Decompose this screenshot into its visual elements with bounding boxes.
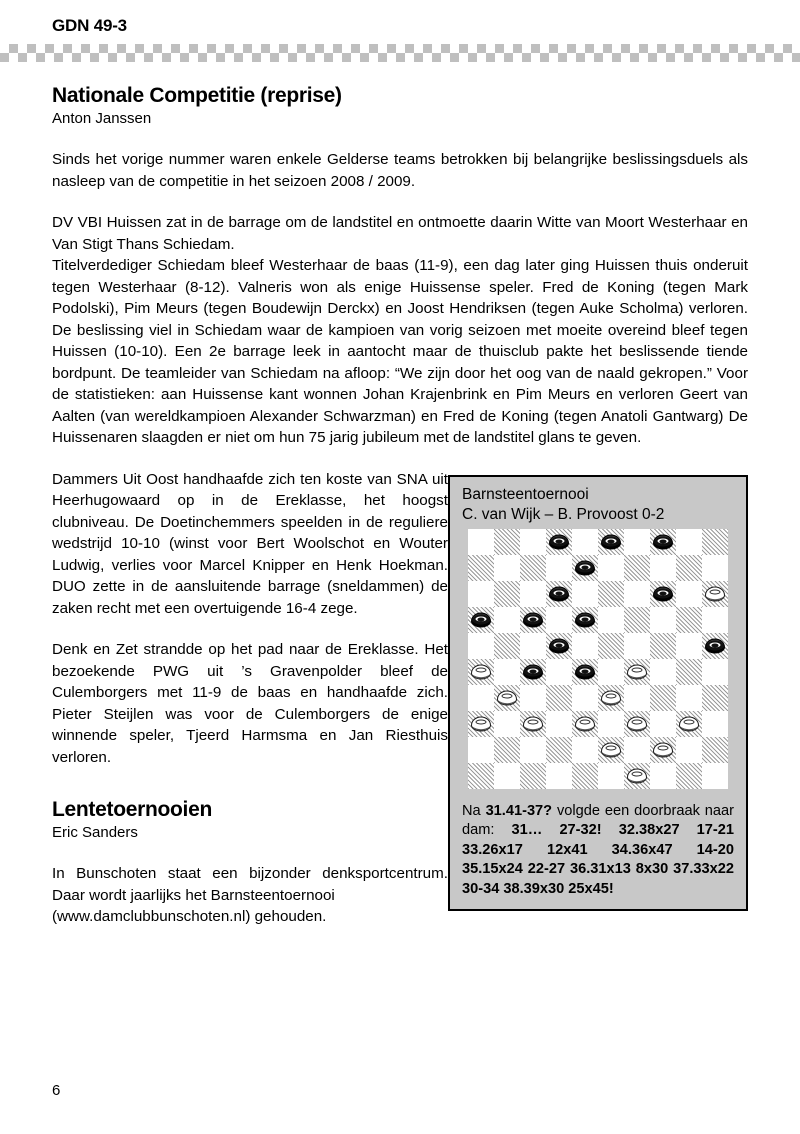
board-square bbox=[676, 607, 702, 633]
board-square bbox=[468, 633, 494, 659]
board-square bbox=[676, 555, 702, 581]
board-square bbox=[468, 659, 494, 685]
board-square bbox=[494, 633, 520, 659]
board-square bbox=[546, 529, 572, 555]
board-square bbox=[598, 711, 624, 737]
board-square bbox=[650, 633, 676, 659]
white-piece bbox=[601, 742, 621, 757]
board-square bbox=[676, 659, 702, 685]
board-square bbox=[702, 529, 728, 555]
publication-title: GDN 49-3 bbox=[52, 16, 127, 35]
board-square bbox=[702, 607, 728, 633]
board-square bbox=[520, 737, 546, 763]
board-square bbox=[494, 659, 520, 685]
white-piece bbox=[653, 742, 673, 757]
board-square bbox=[676, 711, 702, 737]
board-square bbox=[546, 685, 572, 711]
board-square bbox=[650, 711, 676, 737]
black-piece bbox=[653, 534, 673, 549]
black-piece bbox=[549, 586, 569, 601]
board-square bbox=[702, 581, 728, 607]
board-square bbox=[546, 763, 572, 789]
board-square bbox=[598, 659, 624, 685]
board-square bbox=[650, 529, 676, 555]
white-piece bbox=[601, 690, 621, 705]
board-square bbox=[494, 711, 520, 737]
board-square bbox=[468, 737, 494, 763]
board-square bbox=[624, 633, 650, 659]
board-square bbox=[624, 711, 650, 737]
board-square bbox=[598, 685, 624, 711]
board-square bbox=[624, 737, 650, 763]
black-piece bbox=[523, 664, 543, 679]
board-square bbox=[572, 659, 598, 685]
draughts-board bbox=[468, 529, 728, 789]
white-piece bbox=[471, 664, 491, 679]
page-header bbox=[0, 0, 800, 62]
board-square bbox=[702, 711, 728, 737]
board-square bbox=[598, 737, 624, 763]
black-piece bbox=[549, 534, 569, 549]
board-square bbox=[572, 685, 598, 711]
board-square bbox=[520, 607, 546, 633]
board-square bbox=[546, 659, 572, 685]
board-square bbox=[468, 685, 494, 711]
board-square bbox=[520, 633, 546, 659]
article-two-byline: Eric Sanders bbox=[52, 824, 138, 841]
board-square bbox=[598, 529, 624, 555]
black-piece bbox=[705, 638, 725, 653]
page-content bbox=[52, 84, 748, 948]
board-square bbox=[468, 607, 494, 633]
board-square bbox=[520, 711, 546, 737]
white-piece bbox=[627, 664, 647, 679]
white-piece bbox=[705, 586, 725, 601]
board-square bbox=[546, 711, 572, 737]
board-square bbox=[572, 555, 598, 581]
black-piece bbox=[471, 612, 491, 627]
board-square bbox=[650, 581, 676, 607]
white-piece bbox=[679, 716, 699, 731]
white-piece bbox=[523, 716, 543, 731]
board-square bbox=[676, 737, 702, 763]
board-square bbox=[702, 659, 728, 685]
board-square bbox=[520, 555, 546, 581]
board-square bbox=[598, 633, 624, 659]
board-square bbox=[650, 607, 676, 633]
board-square bbox=[650, 555, 676, 581]
board-square bbox=[572, 607, 598, 633]
black-piece bbox=[575, 664, 595, 679]
board-square bbox=[676, 529, 702, 555]
board-square bbox=[494, 763, 520, 789]
checkered-band-icon bbox=[0, 44, 800, 62]
board-square bbox=[624, 763, 650, 789]
board-square bbox=[702, 633, 728, 659]
board-square bbox=[624, 607, 650, 633]
caption-move-text: 31.41-37? bbox=[485, 802, 553, 819]
board-square bbox=[546, 737, 572, 763]
board-square bbox=[676, 763, 702, 789]
white-piece bbox=[575, 716, 595, 731]
diagram-players: C. van Wijk – B. Provoost 0-2 bbox=[462, 505, 665, 523]
board-square bbox=[572, 711, 598, 737]
board-square bbox=[624, 685, 650, 711]
board-square bbox=[702, 763, 728, 789]
article-one-paragraph-4: Denk en Zet strandde op het pad naar de Ereklasse. Het bezoekende PWG uit ’s Gravenpolder bleef de Culemborgers met 11-9 de baas en handhaafde zich. Pieter Steijlen was voor de Culemborgers de enige winnende speler, Tjeerd Harmsma en Jan Riesthuis verloren. bbox=[52, 641, 448, 766]
board-square bbox=[598, 581, 624, 607]
board-square bbox=[520, 659, 546, 685]
board-square bbox=[650, 685, 676, 711]
board-square bbox=[676, 685, 702, 711]
board-square bbox=[494, 607, 520, 633]
board-square bbox=[598, 763, 624, 789]
white-piece bbox=[627, 768, 647, 783]
board-square bbox=[494, 581, 520, 607]
black-piece bbox=[601, 534, 621, 549]
board-square bbox=[650, 659, 676, 685]
board-square bbox=[546, 581, 572, 607]
board-square bbox=[624, 659, 650, 685]
board-square bbox=[468, 711, 494, 737]
article-two-paragraph-2: (www.damclubbunschoten.nl) gehouden. bbox=[52, 908, 327, 925]
board-square bbox=[702, 555, 728, 581]
white-piece bbox=[497, 690, 517, 705]
article-one-title: Nationale Competitie (reprise) bbox=[52, 84, 342, 107]
article-two-paragraph-1: In Bunschoten staat een bijzonder denksportcentrum. Daar wordt jaarlijks het Barnsteentoernooi bbox=[52, 865, 448, 904]
diagram-header bbox=[450, 485, 746, 529]
board-wrap bbox=[450, 529, 746, 795]
caption-plain-text: Na bbox=[462, 802, 486, 819]
article-one-paragraph-2: DV VBI Huissen zat in de barrage om de landstitel en ontmoette daarin Witte van Moort Westerhaar en Van Stigt Thans Schiedam. Titelverdediger Schiedam bleef Westerhaar de baas (11-9), een dag later ging Huissen thuis onderuit tegen Westerhaar (8-12). Valneris won als enige Huissense speler. Fred de Koning (tegen Mark Podolski), Pim Meurs (tegen Boudewijn Derckx) en Joost Hendriksen (tegen Auke Scholma) verloren. De beslissing viel in Schiedam waar de kampioen van vorig seizoen met moeite overeind bleef tegen Huissen (10-10). Een 2e barrage leek in aantocht maar de thuisclub pakte het beslissende tiende bordpunt. De teamleider van Schiedam na afloop: “We zijn door het oog van de naald gekropen.” Voor de statistieken: aan Huissense kant wonnen Johan Krajenbrink en Pim Meurs en verloren Geert van Aalten (van wereldkampioen Alexander Schwarzman) en Fred de Koning (tegen Anatoli Gantwarg) De Huissenaren slaagden er niet om hun 75 jarig jubileum met de landstitel glans te geven. bbox=[52, 214, 748, 446]
board-square bbox=[702, 737, 728, 763]
diagram-box bbox=[448, 475, 748, 912]
board-square bbox=[624, 555, 650, 581]
article-one-paragraph-1: Sinds het vorige nummer waren enkele Gelderse teams betrokken bij belangrijke beslissingsduels als nasleep van de competitie in het seizoen 2008 / 2009. bbox=[52, 151, 748, 190]
board-square bbox=[494, 737, 520, 763]
board-square bbox=[520, 529, 546, 555]
board-square bbox=[572, 763, 598, 789]
black-piece bbox=[549, 638, 569, 653]
diagram-caption bbox=[450, 795, 746, 910]
page-number: 6 bbox=[52, 1082, 61, 1099]
board-square bbox=[468, 763, 494, 789]
board-square bbox=[572, 633, 598, 659]
board-square bbox=[520, 685, 546, 711]
white-piece bbox=[471, 716, 491, 731]
article-one-paragraph-3: Dammers Uit Oost handhaafde zich ten koste van SNA uit Heerhugowaard op in de Ereklasse, het hoogst clubniveau. De Doetinchemmers speelden in de reguliere wedstrijd 10-10 (winst voor Bert Woolschot en Wouter Ludwig, verlies voor Marcel Knipper en Henk Hoekman. DUO zette in de aansluitende barrage (sneldammen) de zaken recht met een overtuigende 16-4 zege. bbox=[52, 470, 448, 617]
board-square bbox=[624, 529, 650, 555]
black-piece bbox=[575, 612, 595, 627]
black-piece bbox=[653, 586, 673, 601]
board-square bbox=[702, 685, 728, 711]
board-square bbox=[598, 555, 624, 581]
board-square bbox=[494, 555, 520, 581]
caption-plain-text: volgde een doorbraak naar dam: bbox=[462, 802, 734, 838]
board-square bbox=[572, 581, 598, 607]
black-piece bbox=[575, 560, 595, 575]
board-square bbox=[468, 555, 494, 581]
article-one-byline: Anton Janssen bbox=[52, 110, 152, 127]
board-square bbox=[676, 581, 702, 607]
board-square bbox=[624, 581, 650, 607]
board-square bbox=[546, 607, 572, 633]
board-square bbox=[572, 529, 598, 555]
article-two-title: Lentetoernooien bbox=[52, 798, 213, 821]
board-square bbox=[468, 581, 494, 607]
black-piece bbox=[523, 612, 543, 627]
board-square bbox=[572, 737, 598, 763]
board-square bbox=[494, 685, 520, 711]
board-square bbox=[650, 737, 676, 763]
board-square bbox=[598, 607, 624, 633]
caption-move-text: 31… 27-32! 32.38x27 17-21 33.26x17 12x41 34.36x47 14-20 35.15x24 22-27 36.31x13 8x30 37.33x22 30-34 38.39x30 25x45! bbox=[462, 822, 734, 897]
board-square bbox=[546, 633, 572, 659]
board-square bbox=[494, 529, 520, 555]
board-square bbox=[520, 581, 546, 607]
board-square bbox=[468, 529, 494, 555]
board-square bbox=[520, 763, 546, 789]
board-square bbox=[676, 633, 702, 659]
board-square bbox=[546, 555, 572, 581]
white-piece bbox=[627, 716, 647, 731]
board-square bbox=[650, 763, 676, 789]
diagram-tournament-name: Barnsteentoernooi bbox=[462, 485, 589, 503]
